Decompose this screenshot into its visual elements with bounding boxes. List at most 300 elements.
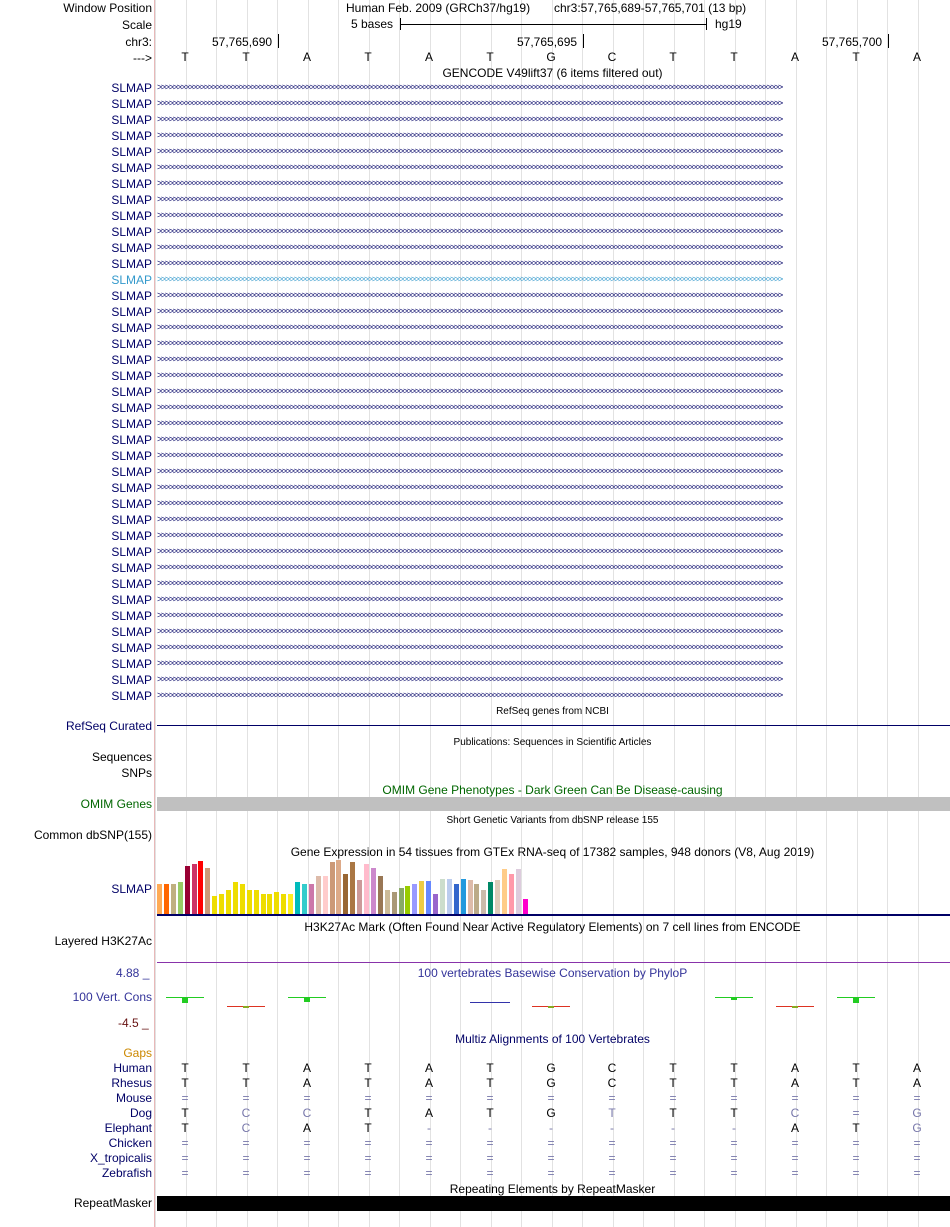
conservation-bar — [304, 998, 310, 1002]
omim-track-title[interactable]: OMIM Gene Phenotypes - Dark Green Can Be Disease-causing — [382, 783, 723, 797]
multiz-base: T — [242, 1076, 250, 1090]
gencode-gene-feature[interactable]: >>>>>>>>>>>>>>>>>>>>>>>>>>>>>>>>>>>>>>>>>>>>>>>>>>>>>>>>>>>>>>>>>>>>>>>>>>>>>>>>>>>>>>>>>>>>>>>>>>>>>>>>>>>>>>>>>>>>>>>>>>>>>>>>>>>>>>>>>>>>>>>>>>>>>>>>>>>>>>>> — [157, 195, 782, 204]
multiz-species-label[interactable]: Zebrafish — [101, 1166, 152, 1180]
multiz-base: = — [608, 1151, 616, 1165]
gencode-gene-feature[interactable]: >>>>>>>>>>>>>>>>>>>>>>>>>>>>>>>>>>>>>>>>>>>>>>>>>>>>>>>>>>>>>>>>>>>>>>>>>>>>>>>>>>>>>>>>>>>>>>>>>>>>>>>>>>>>>>>>>>>>>>>>>>>>>>>>>>>>>>>>>>>>>>>>>>>>>>>>>>>>>>>> — [157, 515, 782, 524]
gtex-tissue-bar[interactable] — [343, 874, 348, 914]
dna-base: T — [852, 50, 860, 64]
multiz-base: - — [549, 1121, 553, 1135]
multiz-base: - — [671, 1121, 675, 1135]
conservation-mark — [897, 1002, 937, 1003]
multiz-base: T — [852, 1121, 860, 1135]
gencode-gene-label[interactable]: SLMAP — [111, 257, 152, 271]
gencode-gene-feature[interactable]: >>>>>>>>>>>>>>>>>>>>>>>>>>>>>>>>>>>>>>>>>>>>>>>>>>>>>>>>>>>>>>>>>>>>>>>>>>>>>>>>>>>>>>>>>>>>>>>>>>>>>>>>>>>>>>>>>>>>>>>>>>>>>>>>>>>>>>>>>>>>>>>>>>>>>>>>>>>>>>>> — [157, 595, 782, 604]
multiz-base: = — [547, 1091, 555, 1105]
multiz-base: A — [424, 1106, 433, 1120]
multiz-base: = — [730, 1166, 738, 1180]
multiz-base: - — [427, 1121, 431, 1135]
gencode-gene-label[interactable]: SLMAP — [111, 673, 152, 687]
gencode-gene-label[interactable]: SLMAP — [111, 497, 152, 511]
gtex-tissue-bar[interactable] — [157, 884, 162, 914]
gencode-gene-feature[interactable]: >>>>>>>>>>>>>>>>>>>>>>>>>>>>>>>>>>>>>>>>>>>>>>>>>>>>>>>>>>>>>>>>>>>>>>>>>>>>>>>>>>>>>>>>>>>>>>>>>>>>>>>>>>>>>>>>>>>>>>>>>>>>>>>>>>>>>>>>>>>>>>>>>>>>>>>>>>>>>>>> — [157, 675, 782, 684]
gencode-gene-label[interactable]: SLMAP — [111, 689, 152, 703]
gencode-gene-label[interactable]: SLMAP — [111, 161, 152, 175]
conservation-mark — [348, 1002, 388, 1003]
gencode-gene-label[interactable]: SLMAP — [111, 193, 152, 207]
coord-tick-3 — [888, 34, 889, 48]
multiz-base: T — [486, 1061, 494, 1075]
multiz-base: = — [730, 1151, 738, 1165]
gaps-label[interactable]: Gaps — [123, 1046, 152, 1060]
multiz-base: = — [425, 1166, 433, 1180]
gencode-gene-feature[interactable]: >>>>>>>>>>>>>>>>>>>>>>>>>>>>>>>>>>>>>>>>>>>>>>>>>>>>>>>>>>>>>>>>>>>>>>>>>>>>>>>>>>>>>>>>>>>>>>>>>>>>>>>>>>>>>>>>>>>>>>>>>>>>>>>>>>>>>>>>>>>>>>>>>>>>>>>>>>>>>>>> — [157, 435, 782, 444]
omim-feature-bar[interactable] — [157, 797, 950, 811]
gencode-gene-feature[interactable]: >>>>>>>>>>>>>>>>>>>>>>>>>>>>>>>>>>>>>>>>>>>>>>>>>>>>>>>>>>>>>>>>>>>>>>>>>>>>>>>>>>>>>>>>>>>>>>>>>>>>>>>>>>>>>>>>>>>>>>>>>>>>>>>>>>>>>>>>>>>>>>>>>>>>>>>>>>>>>>>> — [157, 579, 782, 588]
multiz-base: T — [364, 1121, 372, 1135]
gtex-tissue-bar[interactable] — [488, 882, 493, 914]
multiz-species-label[interactable]: Dog — [129, 1106, 152, 1120]
multiz-base: = — [486, 1151, 494, 1165]
gtex-tissue-bar[interactable] — [219, 894, 224, 914]
gtex-tissue-bar[interactable] — [461, 879, 466, 914]
h3k27ac-label[interactable]: Layered H3K27Ac — [54, 934, 152, 948]
gtex-tissue-bar[interactable] — [316, 876, 321, 914]
gencode-gene-feature[interactable]: >>>>>>>>>>>>>>>>>>>>>>>>>>>>>>>>>>>>>>>>>>>>>>>>>>>>>>>>>>>>>>>>>>>>>>>>>>>>>>>>>>>>>>>>>>>>>>>>>>>>>>>>>>>>>>>>>>>>>>>>>>>>>>>>>>>>>>>>>>>>>>>>>>>>>>>>>>>>>>>> — [157, 211, 782, 220]
multiz-base: T — [730, 1106, 738, 1120]
multiz-base: T — [181, 1076, 189, 1090]
multiz-base: = — [791, 1091, 799, 1105]
gencode-gene-label[interactable]: SLMAP — [111, 129, 152, 143]
multiz-base: = — [303, 1151, 311, 1165]
gtex-tissue-bar[interactable] — [205, 868, 210, 914]
multiz-base: = — [364, 1091, 372, 1105]
gtex-tissue-bar[interactable] — [336, 860, 341, 914]
dna-base: T — [242, 50, 250, 64]
gencode-gene-label[interactable]: SLMAP — [111, 609, 152, 623]
gencode-gene-feature[interactable]: >>>>>>>>>>>>>>>>>>>>>>>>>>>>>>>>>>>>>>>>>>>>>>>>>>>>>>>>>>>>>>>>>>>>>>>>>>>>>>>>>>>>>>>>>>>>>>>>>>>>>>>>>>>>>>>>>>>>>>>>>>>>>>>>>>>>>>>>>>>>>>>>>>>>>>>>>>>>>>>> — [157, 323, 782, 332]
gencode-gene-label[interactable]: SLMAP — [111, 81, 152, 95]
refseq-track-title[interactable]: RefSeq genes from NCBI — [496, 706, 609, 717]
gtex-tissue-bar[interactable] — [288, 894, 293, 914]
gtex-tissue-bar[interactable] — [378, 876, 383, 914]
gencode-gene-label[interactable]: SLMAP — [111, 449, 152, 463]
multiz-base: = — [791, 1166, 799, 1180]
publications-snps-label[interactable]: SNPs — [121, 766, 152, 780]
gencode-gene-feature[interactable]: >>>>>>>>>>>>>>>>>>>>>>>>>>>>>>>>>>>>>>>>>>>>>>>>>>>>>>>>>>>>>>>>>>>>>>>>>>>>>>>>>>>>>>>>>>>>>>>>>>>>>>>>>>>>>>>>>>>>>>>>>>>>>>>>>>>>>>>>>>>>>>>>>>>>>>>>>>>>>>>> — [157, 83, 782, 92]
multiz-base: = — [669, 1091, 677, 1105]
gencode-gene-label[interactable]: SLMAP — [111, 625, 152, 639]
gtex-tissue-bar[interactable] — [440, 879, 445, 914]
gencode-gene-feature[interactable]: >>>>>>>>>>>>>>>>>>>>>>>>>>>>>>>>>>>>>>>>>>>>>>>>>>>>>>>>>>>>>>>>>>>>>>>>>>>>>>>>>>>>>>>>>>>>>>>>>>>>>>>>>>>>>>>>>>>>>>>>>>>>>>>>>>>>>>>>>>>>>>>>>>>>>>>>>>>>>>>> — [157, 387, 782, 396]
gtex-tissue-bar[interactable] — [192, 864, 197, 914]
gtex-tissue-bar[interactable] — [447, 879, 452, 914]
gtex-tissue-bar[interactable] — [392, 892, 397, 914]
multiz-base: T — [364, 1076, 372, 1090]
multiz-base: T — [852, 1076, 860, 1090]
gencode-gene-feature[interactable]: >>>>>>>>>>>>>>>>>>>>>>>>>>>>>>>>>>>>>>>>>>>>>>>>>>>>>>>>>>>>>>>>>>>>>>>>>>>>>>>>>>>>>>>>>>>>>>>>>>>>>>>>>>>>>>>>>>>>>>>>>>>>>>>>>>>>>>>>>>>>>>>>>>>>>>>>>>>>>>>> — [157, 147, 782, 156]
gtex-tissue-bar[interactable] — [495, 880, 500, 914]
gtex-tissue-bar[interactable] — [185, 866, 190, 914]
conservation-mark — [409, 1002, 449, 1003]
multiz-base: C — [302, 1106, 312, 1120]
multiz-base: G — [546, 1076, 556, 1090]
multiz-base: T — [364, 1106, 372, 1120]
dna-base: G — [546, 50, 556, 64]
gencode-gene-label[interactable]: SLMAP — [111, 305, 152, 319]
multiz-base: = — [303, 1136, 311, 1150]
conservation-bar — [792, 1006, 798, 1008]
assembly-label: Human Feb. 2009 (GRCh37/hg19) — [346, 1, 531, 15]
gtex-gene-line — [157, 914, 950, 916]
gencode-gene-feature[interactable]: >>>>>>>>>>>>>>>>>>>>>>>>>>>>>>>>>>>>>>>>>>>>>>>>>>>>>>>>>>>>>>>>>>>>>>>>>>>>>>>>>>>>>>>>>>>>>>>>>>>>>>>>>>>>>>>>>>>>>>>>>>>>>>>>>>>>>>>>>>>>>>>>>>>>>>>>>>>>>>>> — [157, 627, 782, 636]
multiz-base: T — [486, 1076, 494, 1090]
multiz-species-label[interactable]: X_tropicalis — [89, 1151, 152, 1165]
multiz-base: = — [181, 1151, 189, 1165]
publications-sequences-label[interactable]: Sequences — [91, 750, 152, 764]
gtex-bar-chart[interactable] — [157, 860, 537, 914]
dna-base: T — [486, 50, 494, 64]
gencode-gene-feature[interactable]: >>>>>>>>>>>>>>>>>>>>>>>>>>>>>>>>>>>>>>>>>>>>>>>>>>>>>>>>>>>>>>>>>>>>>>>>>>>>>>>>>>>>>>>>>>>>>>>>>>>>>>>>>>>>>>>>>>>>>>>>>>>>>>>>>>>>>>>>>>>>>>>>>>>>>>>>>>>>>>>> — [157, 467, 782, 476]
gencode-gene-feature[interactable]: >>>>>>>>>>>>>>>>>>>>>>>>>>>>>>>>>>>>>>>>>>>>>>>>>>>>>>>>>>>>>>>>>>>>>>>>>>>>>>>>>>>>>>>>>>>>>>>>>>>>>>>>>>>>>>>>>>>>>>>>>>>>>>>>>>>>>>>>>>>>>>>>>>>>>>>>>>>>>>>> — [157, 163, 782, 172]
scale-bar-right-tick — [706, 18, 707, 30]
conservation-min-label: -4.5 _ — [118, 1016, 149, 1030]
gtex-tissue-bar[interactable] — [516, 869, 521, 914]
gencode-gene-feature[interactable]: >>>>>>>>>>>>>>>>>>>>>>>>>>>>>>>>>>>>>>>>>>>>>>>>>>>>>>>>>>>>>>>>>>>>>>>>>>>>>>>>>>>>>>>>>>>>>>>>>>>>>>>>>>>>>>>>>>>>>>>>>>>>>>>>>>>>>>>>>>>>>>>>>>>>>>>>>>>>>>>> — [157, 179, 782, 188]
multiz-species-label[interactable]: Rhesus — [111, 1076, 152, 1090]
multiz-species-label[interactable]: Chicken — [108, 1136, 152, 1150]
conservation-track-title[interactable]: 100 vertebrates Basewise Conservation by PhyloP — [417, 966, 688, 980]
multiz-base: = — [547, 1151, 555, 1165]
gencode-gene-feature[interactable]: >>>>>>>>>>>>>>>>>>>>>>>>>>>>>>>>>>>>>>>>>>>>>>>>>>>>>>>>>>>>>>>>>>>>>>>>>>>>>>>>>>>>>>>>>>>>>>>>>>>>>>>>>>>>>>>>>>>>>>>>>>>>>>>>>>>>>>>>>>>>>>>>>>>>>>>>>>>>>>>> — [157, 115, 782, 124]
chrom-label: chr3: — [125, 35, 152, 49]
multiz-base: = — [791, 1136, 799, 1150]
gencode-gene-feature[interactable]: >>>>>>>>>>>>>>>>>>>>>>>>>>>>>>>>>>>>>>>>>>>>>>>>>>>>>>>>>>>>>>>>>>>>>>>>>>>>>>>>>>>>>>>>>>>>>>>>>>>>>>>>>>>>>>>>>>>>>>>>>>>>>>>>>>>>>>>>>>>>>>>>>>>>>>>>>>>>>>>> — [157, 403, 782, 412]
multiz-base: T — [669, 1076, 677, 1090]
multiz-base: = — [608, 1166, 616, 1180]
strand-label: ---> — [133, 51, 152, 65]
dna-base: T — [730, 50, 738, 64]
gencode-gene-feature[interactable]: >>>>>>>>>>>>>>>>>>>>>>>>>>>>>>>>>>>>>>>>>>>>>>>>>>>>>>>>>>>>>>>>>>>>>>>>>>>>>>>>>>>>>>>>>>>>>>>>>>>>>>>>>>>>>>>>>>>>>>>>>>>>>>>>>>>>>>>>>>>>>>>>>>>>>>>>>>>>>>>> — [157, 643, 782, 652]
conservation-bar — [731, 998, 737, 1000]
multiz-base: G — [912, 1106, 922, 1120]
gencode-gene-label[interactable]: SLMAP — [111, 97, 152, 111]
repeatmasker-track-title[interactable]: Repeating Elements by RepeatMasker — [449, 1182, 656, 1196]
multiz-base: = — [242, 1091, 250, 1105]
gtex-tissue-bar[interactable] — [330, 862, 335, 914]
dbsnp-track-title[interactable]: Short Genetic Variants from dbSNP release 155 — [446, 815, 659, 826]
gencode-gene-label[interactable]: SLMAP — [111, 113, 152, 127]
gtex-tissue-bar[interactable] — [254, 890, 259, 914]
gtex-tissue-bar[interactable] — [357, 880, 362, 914]
gencode-gene-feature[interactable]: >>>>>>>>>>>>>>>>>>>>>>>>>>>>>>>>>>>>>>>>>>>>>>>>>>>>>>>>>>>>>>>>>>>>>>>>>>>>>>>>>>>>>>>>>>>>>>>>>>>>>>>>>>>>>>>>>>>>>>>>>>>>>>>>>>>>>>>>>>>>>>>>>>>>>>>>>>>>>>>> — [157, 531, 782, 540]
gtex-tissue-bar[interactable] — [502, 869, 507, 914]
multiz-base: A — [302, 1076, 311, 1090]
conservation-bar — [243, 1006, 249, 1008]
h3k27ac-track-title[interactable]: H3K27Ac Mark (Often Found Near Active Regulatory Elements) on 7 cell lines from ENCODE — [304, 920, 801, 934]
gtex-tissue-bar[interactable] — [247, 890, 252, 914]
gencode-gene-label[interactable]: SLMAP — [111, 433, 152, 447]
gencode-gene-feature[interactable]: >>>>>>>>>>>>>>>>>>>>>>>>>>>>>>>>>>>>>>>>>>>>>>>>>>>>>>>>>>>>>>>>>>>>>>>>>>>>>>>>>>>>>>>>>>>>>>>>>>>>>>>>>>>>>>>>>>>>>>>>>>>>>>>>>>>>>>>>>>>>>>>>>>>>>>>>>>>>>>>> — [157, 611, 782, 620]
multiz-base: = — [913, 1151, 921, 1165]
gencode-gene-label[interactable]: SLMAP — [111, 593, 152, 607]
conservation-max-label: 4.88 _ — [116, 966, 150, 980]
multiz-base: C — [241, 1106, 251, 1120]
multiz-base: = — [547, 1166, 555, 1180]
gtex-tissue-bar[interactable] — [405, 886, 410, 914]
conservation-mark — [470, 1002, 510, 1003]
scale-bar — [400, 24, 706, 25]
gtex-tissue-bar[interactable] — [212, 896, 217, 914]
multiz-base: = — [608, 1136, 616, 1150]
gencode-gene-feature[interactable]: >>>>>>>>>>>>>>>>>>>>>>>>>>>>>>>>>>>>>>>>>>>>>>>>>>>>>>>>>>>>>>>>>>>>>>>>>>>>>>>>>>>>>>>>>>>>>>>>>>>>>>>>>>>>>>>>>>>>>>>>>>>>>>>>>>>>>>>>>>>>>>>>>>>>>>>>>>>>>>>> — [157, 483, 782, 492]
multiz-base: A — [790, 1076, 799, 1090]
multiz-base: = — [303, 1091, 311, 1105]
refseq-label[interactable]: RefSeq Curated — [65, 719, 152, 733]
gtex-tissue-bar[interactable] — [468, 880, 473, 914]
gencode-track-title[interactable]: GENCODE V49lift37 (6 items filtered out) — [442, 66, 663, 80]
gtex-tissue-bar[interactable] — [164, 884, 169, 914]
multiz-base: T — [608, 1106, 616, 1120]
multiz-base: T — [669, 1106, 677, 1120]
gencode-gene-feature[interactable]: >>>>>>>>>>>>>>>>>>>>>>>>>>>>>>>>>>>>>>>>>>>>>>>>>>>>>>>>>>>>>>>>>>>>>>>>>>>>>>>>>>>>>>>>>>>>>>>>>>>>>>>>>>>>>>>>>>>>>>>>>>>>>>>>>>>>>>>>>>>>>>>>>>>>>>>>>>>>>>>> — [157, 131, 782, 140]
multiz-base: A — [424, 1076, 433, 1090]
multiz-base: = — [547, 1136, 555, 1150]
gencode-gene-feature[interactable]: >>>>>>>>>>>>>>>>>>>>>>>>>>>>>>>>>>>>>>>>>>>>>>>>>>>>>>>>>>>>>>>>>>>>>>>>>>>>>>>>>>>>>>>>>>>>>>>>>>>>>>>>>>>>>>>>>>>>>>>>>>>>>>>>>>>>>>>>>>>>>>>>>>>>>>>>>>>>>>>> — [157, 499, 782, 508]
gencode-gene-label[interactable]: SLMAP — [111, 561, 152, 575]
conservation-label[interactable]: 100 Vert. Cons — [72, 990, 152, 1004]
scale-db-label: hg19 — [715, 17, 742, 31]
multiz-base: C — [241, 1121, 251, 1135]
gencode-gene-label[interactable]: SLMAP — [111, 577, 152, 591]
gencode-gene-label[interactable]: SLMAP — [111, 481, 152, 495]
gencode-gene-label[interactable]: SLMAP — [111, 145, 152, 159]
gencode-gene-label[interactable]: SLMAP — [111, 641, 152, 655]
multiz-base: = — [242, 1136, 250, 1150]
gtex-tissue-bar[interactable] — [426, 881, 431, 914]
multiz-base: C — [607, 1076, 617, 1090]
multiz-base: - — [488, 1121, 492, 1135]
multiz-base: G — [912, 1121, 922, 1135]
multiz-base: = — [486, 1136, 494, 1150]
gencode-gene-label[interactable]: SLMAP — [111, 289, 152, 303]
gencode-gene-feature[interactable]: >>>>>>>>>>>>>>>>>>>>>>>>>>>>>>>>>>>>>>>>>>>>>>>>>>>>>>>>>>>>>>>>>>>>>>>>>>>>>>>>>>>>>>>>>>>>>>>>>>>>>>>>>>>>>>>>>>>>>>>>>>>>>>>>>>>>>>>>>>>>>>>>>>>>>>>>>>>>>>>> — [157, 419, 782, 428]
gtex-tissue-bar[interactable] — [267, 894, 272, 914]
dna-base: A — [424, 50, 433, 64]
multiz-base: T — [852, 1061, 860, 1075]
multiz-base: T — [486, 1106, 494, 1120]
gencode-gene-label[interactable]: SLMAP — [111, 241, 152, 255]
dna-base: T — [364, 50, 372, 64]
multiz-base: T — [730, 1061, 738, 1075]
gtex-tissue-bar[interactable] — [523, 899, 528, 914]
gtex-tissue-bar[interactable] — [419, 881, 424, 914]
coord-label-1: 57,765,690 — [212, 35, 273, 49]
gencode-gene-label[interactable]: SLMAP — [111, 529, 152, 543]
gencode-gene-feature[interactable]: >>>>>>>>>>>>>>>>>>>>>>>>>>>>>>>>>>>>>>>>>>>>>>>>>>>>>>>>>>>>>>>>>>>>>>>>>>>>>>>>>>>>>>>>>>>>>>>>>>>>>>>>>>>>>>>>>>>>>>>>>>>>>>>>>>>>>>>>>>>>>>>>>>>>>>>>>>>>>>>> — [157, 371, 782, 380]
gtex-tissue-bar[interactable] — [274, 892, 279, 914]
conservation-mark — [653, 1002, 693, 1003]
multiz-base: = — [913, 1166, 921, 1180]
multiz-base: T — [181, 1106, 189, 1120]
gtex-tissue-bar[interactable] — [295, 882, 300, 914]
multiz-base: = — [242, 1166, 250, 1180]
gencode-gene-feature[interactable]: >>>>>>>>>>>>>>>>>>>>>>>>>>>>>>>>>>>>>>>>>>>>>>>>>>>>>>>>>>>>>>>>>>>>>>>>>>>>>>>>>>>>>>>>>>>>>>>>>>>>>>>>>>>>>>>>>>>>>>>>>>>>>>>>>>>>>>>>>>>>>>>>>>>>>>>>>>>>>>>> — [157, 227, 782, 236]
multiz-base: = — [669, 1136, 677, 1150]
gtex-tissue-bar[interactable] — [309, 884, 314, 914]
gtex-tissue-bar[interactable] — [433, 894, 438, 914]
multiz-base: = — [913, 1136, 921, 1150]
multiz-species-label[interactable]: Elephant — [104, 1121, 152, 1135]
multiz-base: - — [732, 1121, 736, 1135]
coord-label-3: 57,765,700 — [822, 35, 883, 49]
gencode-gene-label[interactable]: SLMAP — [111, 353, 152, 367]
repeatmasker-feature-bar[interactable] — [157, 1196, 950, 1211]
multiz-base: = — [181, 1136, 189, 1150]
gencode-gene-label[interactable]: SLMAP — [111, 369, 152, 383]
gencode-gene-feature[interactable]: >>>>>>>>>>>>>>>>>>>>>>>>>>>>>>>>>>>>>>>>>>>>>>>>>>>>>>>>>>>>>>>>>>>>>>>>>>>>>>>>>>>>>>>>>>>>>>>>>>>>>>>>>>>>>>>>>>>>>>>>>>>>>>>>>>>>>>>>>>>>>>>>>>>>>>>>>>>>>>>> — [157, 563, 782, 572]
gtex-tissue-bar[interactable] — [371, 868, 376, 914]
gencode-gene-label[interactable]: SLMAP — [111, 417, 152, 431]
gtex-tissue-bar[interactable] — [412, 884, 417, 914]
gtex-tissue-bar[interactable] — [350, 862, 355, 914]
gencode-gene-feature[interactable]: >>>>>>>>>>>>>>>>>>>>>>>>>>>>>>>>>>>>>>>>>>>>>>>>>>>>>>>>>>>>>>>>>>>>>>>>>>>>>>>>>>>>>>>>>>>>>>>>>>>>>>>>>>>>>>>>>>>>>>>>>>>>>>>>>>>>>>>>>>>>>>>>>>>>>>>>>>>>>>>> — [157, 275, 782, 284]
gtex-tissue-bar[interactable] — [198, 861, 203, 914]
multiz-species-label[interactable]: Human — [113, 1061, 152, 1075]
coord-label-2: 57,765,695 — [517, 35, 578, 49]
h3k27ac-baseline — [157, 962, 950, 963]
gtex-tissue-bar[interactable] — [399, 888, 404, 914]
gencode-gene-label[interactable]: SLMAP — [111, 385, 152, 399]
multiz-base: = — [425, 1151, 433, 1165]
multiz-base: T — [181, 1121, 189, 1135]
gencode-gene-feature[interactable]: >>>>>>>>>>>>>>>>>>>>>>>>>>>>>>>>>>>>>>>>>>>>>>>>>>>>>>>>>>>>>>>>>>>>>>>>>>>>>>>>>>>>>>>>>>>>>>>>>>>>>>>>>>>>>>>>>>>>>>>>>>>>>>>>>>>>>>>>>>>>>>>>>>>>>>>>>>>>>>>> — [157, 99, 782, 108]
gencode-gene-label[interactable]: SLMAP — [111, 465, 152, 479]
multiz-base: G — [546, 1106, 556, 1120]
conservation-bar — [548, 1006, 554, 1008]
gtex-tissue-bar[interactable] — [302, 884, 307, 914]
gencode-gene-feature[interactable]: >>>>>>>>>>>>>>>>>>>>>>>>>>>>>>>>>>>>>>>>>>>>>>>>>>>>>>>>>>>>>>>>>>>>>>>>>>>>>>>>>>>>>>>>>>>>>>>>>>>>>>>>>>>>>>>>>>>>>>>>>>>>>>>>>>>>>>>>>>>>>>>>>>>>>>>>>>>>>>>> — [157, 691, 782, 700]
dna-base: A — [302, 50, 311, 64]
gtex-tissue-bar[interactable] — [171, 884, 176, 914]
gtex-tissue-bar[interactable] — [364, 864, 369, 914]
multiz-base: G — [546, 1061, 556, 1075]
gencode-gene-label[interactable]: SLMAP — [111, 657, 152, 671]
omim-label[interactable]: OMIM Genes — [80, 797, 152, 811]
gtex-tissue-bar[interactable] — [261, 894, 266, 914]
gencode-gene-label[interactable]: SLMAP — [111, 337, 152, 351]
gtex-tissue-bar[interactable] — [226, 890, 231, 914]
multiz-base: = — [608, 1091, 616, 1105]
multiz-base: A — [790, 1121, 799, 1135]
gencode-gene-label[interactable]: SLMAP — [111, 209, 152, 223]
multiz-base: = — [242, 1151, 250, 1165]
multiz-base: = — [486, 1166, 494, 1180]
multiz-base: = — [486, 1091, 494, 1105]
multiz-base: = — [303, 1166, 311, 1180]
conservation-bar — [853, 998, 859, 1003]
gencode-gene-feature[interactable]: >>>>>>>>>>>>>>>>>>>>>>>>>>>>>>>>>>>>>>>>>>>>>>>>>>>>>>>>>>>>>>>>>>>>>>>>>>>>>>>>>>>>>>>>>>>>>>>>>>>>>>>>>>>>>>>>>>>>>>>>>>>>>>>>>>>>>>>>>>>>>>>>>>>>>>>>>>>>>>>> — [157, 659, 782, 668]
gencode-gene-label[interactable]: SLMAP — [111, 225, 152, 239]
multiz-base: = — [425, 1136, 433, 1150]
dbsnp-label[interactable]: Common dbSNP(155) — [33, 828, 152, 842]
multiz-track-title[interactable]: Multiz Alignments of 100 Vertebrates — [455, 1032, 650, 1046]
gencode-gene-feature[interactable]: >>>>>>>>>>>>>>>>>>>>>>>>>>>>>>>>>>>>>>>>>>>>>>>>>>>>>>>>>>>>>>>>>>>>>>>>>>>>>>>>>>>>>>>>>>>>>>>>>>>>>>>>>>>>>>>>>>>>>>>>>>>>>>>>>>>>>>>>>>>>>>>>>>>>>>>>>>>>>>>> — [157, 291, 782, 300]
gtex-tissue-bar[interactable] — [509, 874, 514, 914]
repeatmasker-label[interactable]: RepeatMasker — [73, 1196, 152, 1210]
dna-base: T — [669, 50, 677, 64]
multiz-base: T — [181, 1061, 189, 1075]
multiz-base: A — [790, 1061, 799, 1075]
dna-base: A — [790, 50, 799, 64]
publications-track-title[interactable]: Publications: Sequences in Scientific Articles — [453, 737, 652, 748]
gtex-tissue-bar[interactable] — [233, 882, 238, 914]
refseq-gene-line[interactable] — [157, 725, 950, 726]
conservation-bar — [182, 998, 188, 1003]
gencode-gene-label[interactable]: SLMAP — [111, 401, 152, 415]
gencode-gene-feature[interactable]: >>>>>>>>>>>>>>>>>>>>>>>>>>>>>>>>>>>>>>>>>>>>>>>>>>>>>>>>>>>>>>>>>>>>>>>>>>>>>>>>>>>>>>>>>>>>>>>>>>>>>>>>>>>>>>>>>>>>>>>>>>>>>>>>>>>>>>>>>>>>>>>>>>>>>>>>>>>>>>>> — [157, 307, 782, 316]
gencode-gene-label[interactable]: SLMAP — [111, 513, 152, 527]
multiz-base: A — [302, 1061, 311, 1075]
coord-tick-2 — [583, 34, 584, 48]
multiz-base: - — [610, 1121, 614, 1135]
multiz-base: = — [852, 1106, 860, 1120]
coord-tick-1 — [278, 34, 279, 48]
multiz-base: = — [364, 1151, 372, 1165]
multiz-base: = — [791, 1151, 799, 1165]
gencode-gene-feature[interactable]: >>>>>>>>>>>>>>>>>>>>>>>>>>>>>>>>>>>>>>>>>>>>>>>>>>>>>>>>>>>>>>>>>>>>>>>>>>>>>>>>>>>>>>>>>>>>>>>>>>>>>>>>>>>>>>>>>>>>>>>>>>>>>>>>>>>>>>>>>>>>>>>>>>>>>>>>>>>>>>>> — [157, 339, 782, 348]
gtex-tissue-bar[interactable] — [454, 884, 459, 914]
conservation-mark — [592, 1002, 632, 1003]
multiz-base: C — [607, 1061, 617, 1075]
multiz-base: = — [852, 1166, 860, 1180]
multiz-base: = — [181, 1166, 189, 1180]
multiz-base: = — [669, 1151, 677, 1165]
dna-base: T — [181, 50, 189, 64]
gencode-gene-label[interactable]: SLMAP — [111, 545, 152, 559]
multiz-base: = — [181, 1091, 189, 1105]
gencode-gene-feature[interactable]: >>>>>>>>>>>>>>>>>>>>>>>>>>>>>>>>>>>>>>>>>>>>>>>>>>>>>>>>>>>>>>>>>>>>>>>>>>>>>>>>>>>>>>>>>>>>>>>>>>>>>>>>>>>>>>>>>>>>>>>>>>>>>>>>>>>>>>>>>>>>>>>>>>>>>>>>>>>>>>>> — [157, 243, 782, 252]
multiz-base: = — [364, 1136, 372, 1150]
gencode-gene-label[interactable]: SLMAP — [111, 177, 152, 191]
multiz-base: = — [852, 1091, 860, 1105]
gtex-tissue-bar[interactable] — [481, 890, 486, 914]
position-label: chr3:57,765,689-57,765,701 (13 bp) — [554, 1, 747, 15]
gtex-label[interactable]: SLMAP — [111, 882, 152, 896]
window-position-label: Window Position — [63, 1, 152, 15]
gencode-gene-feature[interactable]: >>>>>>>>>>>>>>>>>>>>>>>>>>>>>>>>>>>>>>>>>>>>>>>>>>>>>>>>>>>>>>>>>>>>>>>>>>>>>>>>>>>>>>>>>>>>>>>>>>>>>>>>>>>>>>>>>>>>>>>>>>>>>>>>>>>>>>>>>>>>>>>>>>>>>>>>>>>>>>>> — [157, 259, 782, 268]
multiz-base: = — [913, 1091, 921, 1105]
multiz-base: = — [730, 1136, 738, 1150]
gtex-tissue-bar[interactable] — [474, 884, 479, 914]
gtex-tissue-bar[interactable] — [323, 876, 328, 914]
gencode-gene-feature[interactable]: >>>>>>>>>>>>>>>>>>>>>>>>>>>>>>>>>>>>>>>>>>>>>>>>>>>>>>>>>>>>>>>>>>>>>>>>>>>>>>>>>>>>>>>>>>>>>>>>>>>>>>>>>>>>>>>>>>>>>>>>>>>>>>>>>>>>>>>>>>>>>>>>>>>>>>>>>>>>>>>> — [157, 355, 782, 364]
multiz-base: = — [852, 1136, 860, 1150]
gencode-gene-feature[interactable]: >>>>>>>>>>>>>>>>>>>>>>>>>>>>>>>>>>>>>>>>>>>>>>>>>>>>>>>>>>>>>>>>>>>>>>>>>>>>>>>>>>>>>>>>>>>>>>>>>>>>>>>>>>>>>>>>>>>>>>>>>>>>>>>>>>>>>>>>>>>>>>>>>>>>>>>>>>>>>>>> — [157, 451, 782, 460]
gtex-tissue-bar[interactable] — [240, 884, 245, 914]
gencode-gene-feature[interactable]: >>>>>>>>>>>>>>>>>>>>>>>>>>>>>>>>>>>>>>>>>>>>>>>>>>>>>>>>>>>>>>>>>>>>>>>>>>>>>>>>>>>>>>>>>>>>>>>>>>>>>>>>>>>>>>>>>>>>>>>>>>>>>>>>>>>>>>>>>>>>>>>>>>>>>>>>>>>>>>>> — [157, 547, 782, 556]
gtex-tissue-bar[interactable] — [281, 894, 286, 914]
dna-base: A — [912, 50, 921, 64]
multiz-base: T — [364, 1061, 372, 1075]
gtex-tissue-bar[interactable] — [385, 890, 390, 914]
gencode-gene-label[interactable]: SLMAP — [111, 321, 152, 335]
gencode-gene-label[interactable]: SLMAP — [111, 273, 152, 287]
multiz-base: A — [912, 1076, 921, 1090]
multiz-base: = — [852, 1151, 860, 1165]
gtex-tissue-bar[interactable] — [178, 882, 183, 914]
multiz-species-label[interactable]: Mouse — [115, 1091, 152, 1105]
gtex-track-title[interactable]: Gene Expression in 54 tissues from GTEx RNA-seq of 17382 samples, 948 donors (V8, Aug 2019) — [290, 845, 815, 859]
